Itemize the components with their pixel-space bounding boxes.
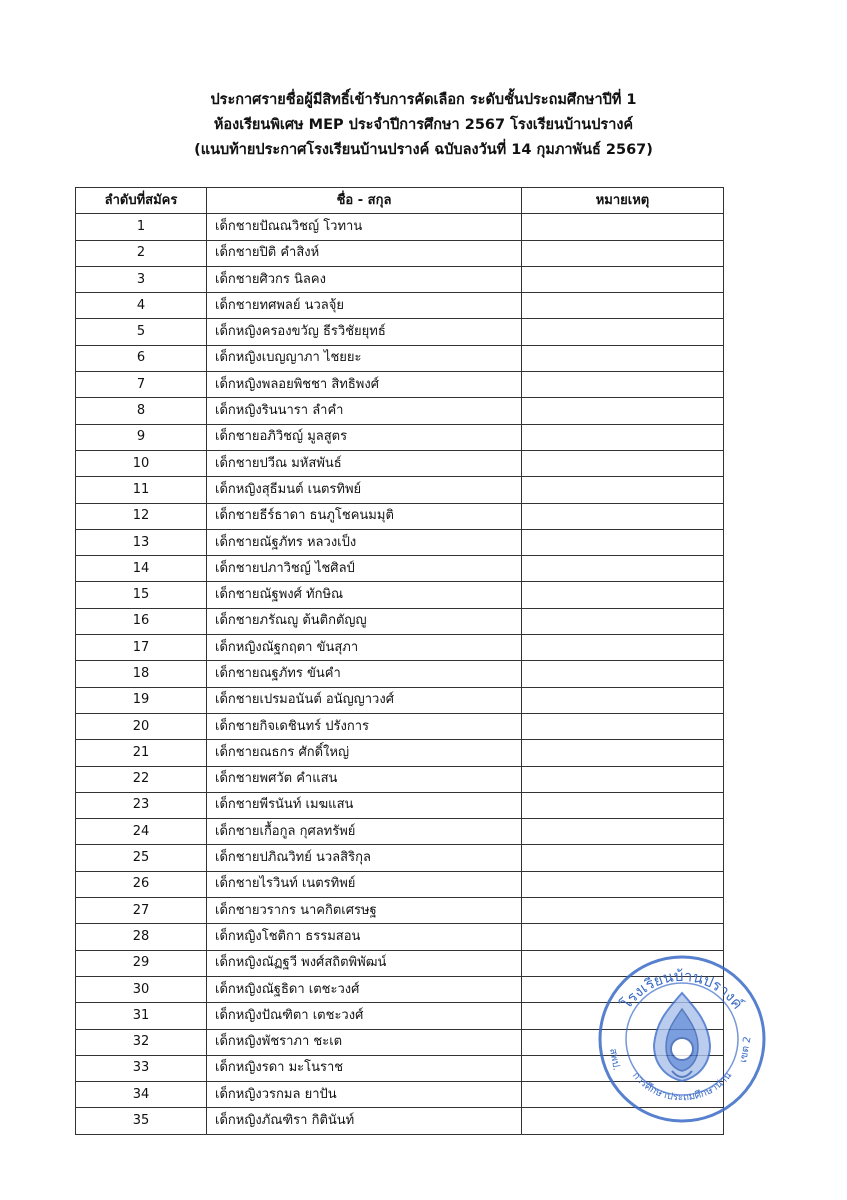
cell-full-name: เด็กหญิงรินนารา ลำคำ <box>207 398 522 424</box>
seal-text-top: โรงเรียนบ้านปรางค์ <box>616 966 748 1013</box>
cell-application-no: 6 <box>76 345 207 371</box>
cell-remarks <box>522 372 724 398</box>
table-row <box>76 924 724 950</box>
cell-full-name: เด็กหญิงภัณฑิรา กิตินันท์ <box>207 1108 522 1134</box>
table-row <box>76 898 724 924</box>
cell-remarks <box>522 266 724 292</box>
cell-application-no: 10 <box>76 450 207 476</box>
table-row <box>76 871 724 897</box>
table-row <box>76 372 724 398</box>
table-row <box>76 266 724 292</box>
cell-application-no: 7 <box>76 372 207 398</box>
cell-application-no: 20 <box>76 713 207 739</box>
table-row <box>76 503 724 529</box>
cell-application-no: 32 <box>76 1029 207 1055</box>
cell-full-name: เด็กชายปิติ คำสิงห์ <box>207 240 522 266</box>
cell-application-no: 29 <box>76 950 207 976</box>
cell-remarks <box>522 740 724 766</box>
cell-application-no: 27 <box>76 898 207 924</box>
cell-full-name: เด็กชายธีร์ธาดา ธนภูโชคนมมุติ <box>207 503 522 529</box>
cell-application-no: 34 <box>76 1082 207 1108</box>
cell-application-no: 24 <box>76 819 207 845</box>
table-row <box>76 766 724 792</box>
cell-full-name: เด็กหญิงโชติกา ธรรมสอน <box>207 924 522 950</box>
cell-full-name: เด็กชายทศพลย์ นวลจุ้ย <box>207 293 522 319</box>
table-row <box>76 608 724 634</box>
cell-application-no: 18 <box>76 661 207 687</box>
cell-full-name: เด็กชายปภิณวิทย์ นวลสิริกุล <box>207 845 522 871</box>
table-row <box>76 214 724 240</box>
cell-application-no: 23 <box>76 792 207 818</box>
cell-remarks <box>522 792 724 818</box>
table-row <box>76 398 724 424</box>
table-row <box>76 450 724 476</box>
cell-remarks <box>522 424 724 450</box>
table-row <box>76 293 724 319</box>
cell-full-name: เด็กชายวรากร นาคกิตเศรษฐ <box>207 898 522 924</box>
cell-remarks <box>522 345 724 371</box>
header-full-name: ชื่อ - สกุล <box>207 188 522 214</box>
cell-remarks <box>522 661 724 687</box>
cell-remarks <box>522 319 724 345</box>
cell-application-no: 12 <box>76 503 207 529</box>
cell-remarks <box>522 450 724 476</box>
document-heading <box>0 88 847 163</box>
cell-remarks <box>522 477 724 503</box>
cell-full-name: เด็กชายไรวินท์ เนตรทิพย์ <box>207 871 522 897</box>
cell-application-no: 28 <box>76 924 207 950</box>
cell-full-name: เด็กหญิงณัฐธิดา เตชะวงศ์ <box>207 976 522 1002</box>
cell-remarks <box>522 898 724 924</box>
cell-remarks <box>522 845 724 871</box>
cell-full-name: เด็กหญิงสุธีมนต์ เนตรทิพย์ <box>207 477 522 503</box>
cell-application-no: 15 <box>76 582 207 608</box>
table-row <box>76 713 724 739</box>
cell-full-name: เด็กชายปภาวิชญ์ ไชศิลป์ <box>207 556 522 582</box>
cell-full-name: เด็กชายณธกร ศักดิ์ใหญ่ <box>207 740 522 766</box>
cell-application-no: 19 <box>76 687 207 713</box>
table-row <box>76 556 724 582</box>
seal-text-right: เขต 2 <box>738 1035 754 1064</box>
table-row <box>76 845 724 871</box>
title-line-2: ห้องเรียนพิเศษ MEP ประจำปีการศึกษา 2567 โรงเรียนบ้านปรางค์ <box>213 117 634 133</box>
seal-text-bottom: การศึกษาประถมศึกษาน่าน <box>629 1070 735 1104</box>
cell-application-no: 14 <box>76 556 207 582</box>
school-seal <box>596 953 768 1125</box>
cell-remarks <box>522 635 724 661</box>
table-row <box>76 792 724 818</box>
cell-full-name: เด็กหญิงณัฐกฤตา ขันสุภา <box>207 635 522 661</box>
table-row <box>76 424 724 450</box>
title-line-3: (แนบท้ายประกาศโรงเรียนบ้านปรางค์ ฉบับลงวันที่ 14 กุมภาพันธ์ 2567) <box>194 142 653 158</box>
cell-application-no: 16 <box>76 608 207 634</box>
cell-application-no: 5 <box>76 319 207 345</box>
table-header-row <box>76 188 724 214</box>
cell-remarks <box>522 924 724 950</box>
cell-full-name: เด็กหญิงเบญญาภา ไชยยะ <box>207 345 522 371</box>
cell-full-name: เด็กหญิงพลอยพิชชา สิทธิพงศ์ <box>207 372 522 398</box>
cell-full-name: เด็กหญิงณัฏฐวี พงศ์สถิตพิพัฒน์ <box>207 950 522 976</box>
cell-application-no: 2 <box>76 240 207 266</box>
cell-application-no: 35 <box>76 1108 207 1134</box>
cell-application-no: 13 <box>76 529 207 555</box>
cell-remarks <box>522 608 724 634</box>
cell-full-name: เด็กชายณัฐภัทร หลวงเป็ง <box>207 529 522 555</box>
cell-application-no: 25 <box>76 845 207 871</box>
header-remarks: หมายเหตุ <box>522 188 724 214</box>
cell-remarks <box>522 582 724 608</box>
cell-full-name: เด็กชายพศวัต คำแสน <box>207 766 522 792</box>
cell-full-name: เด็กหญิงพัชราภา ชะเต <box>207 1029 522 1055</box>
cell-remarks <box>522 871 724 897</box>
cell-full-name: เด็กหญิงวรกมล ยาปัน <box>207 1082 522 1108</box>
table-row <box>76 661 724 687</box>
table-row <box>76 687 724 713</box>
cell-application-no: 33 <box>76 1055 207 1081</box>
cell-remarks <box>522 293 724 319</box>
cell-remarks <box>522 529 724 555</box>
cell-remarks <box>522 398 724 424</box>
cell-remarks <box>522 713 724 739</box>
table-row <box>76 240 724 266</box>
table-row <box>76 529 724 555</box>
cell-application-no: 17 <box>76 635 207 661</box>
cell-full-name: เด็กชายปวีณ มหัสพันธ์ <box>207 450 522 476</box>
cell-remarks <box>522 556 724 582</box>
cell-full-name: เด็กชายอภิวิชญ์ มูลสูตร <box>207 424 522 450</box>
cell-remarks <box>522 766 724 792</box>
cell-full-name: เด็กชายพีรนันท์ เมฆแสน <box>207 792 522 818</box>
cell-application-no: 30 <box>76 976 207 1002</box>
cell-full-name: เด็กชายศิวกร นิลคง <box>207 266 522 292</box>
cell-application-no: 11 <box>76 477 207 503</box>
table-row <box>76 582 724 608</box>
cell-full-name: เด็กชายปัณณวิชญ์ โวทาน <box>207 214 522 240</box>
cell-application-no: 9 <box>76 424 207 450</box>
cell-application-no: 1 <box>76 214 207 240</box>
cell-full-name: เด็กหญิงปัณฑิตา เตชะวงศ์ <box>207 1003 522 1029</box>
cell-full-name: เด็กชายกิจเดชินทร์ ปรังการ <box>207 713 522 739</box>
table-row <box>76 635 724 661</box>
seal-text-left: สพป. <box>607 1047 622 1072</box>
cell-remarks <box>522 214 724 240</box>
table-row <box>76 819 724 845</box>
table-row <box>76 319 724 345</box>
cell-remarks <box>522 687 724 713</box>
seal-emblem-icon <box>654 993 710 1081</box>
header-application-no: ลำดับที่สมัคร <box>76 188 207 214</box>
cell-application-no: 21 <box>76 740 207 766</box>
cell-full-name: เด็กชายณัฐพงศ์ ทักษิณ <box>207 582 522 608</box>
cell-application-no: 31 <box>76 1003 207 1029</box>
cell-application-no: 8 <box>76 398 207 424</box>
cell-remarks <box>522 240 724 266</box>
cell-application-no: 22 <box>76 766 207 792</box>
title-line-1: ประกาศรายชื่อผู้มีสิทธิ์เข้ารับการคัดเลือก ระดับชั้นประถมศึกษาปีที่ 1 <box>210 92 637 108</box>
table-row <box>76 477 724 503</box>
cell-remarks <box>522 503 724 529</box>
cell-full-name: เด็กชายเกื้อกูล กุศลทรัพย์ <box>207 819 522 845</box>
cell-full-name: เด็กหญิงครองขวัญ ธีรวิชัยยุทธ์ <box>207 319 522 345</box>
cell-full-name: เด็กชายณฐภัทร ขันคำ <box>207 661 522 687</box>
cell-full-name: เด็กหญิงรดา มะโนราช <box>207 1055 522 1081</box>
table-row <box>76 345 724 371</box>
cell-application-no: 4 <box>76 293 207 319</box>
cell-full-name: เด็กชายภรัณญู ต้นติกตัญญู <box>207 608 522 634</box>
table-row <box>76 740 724 766</box>
cell-full-name: เด็กชายเปรมอนันต์ อนัญญาวงศ์ <box>207 687 522 713</box>
cell-application-no: 3 <box>76 266 207 292</box>
cell-remarks <box>522 819 724 845</box>
cell-application-no: 26 <box>76 871 207 897</box>
